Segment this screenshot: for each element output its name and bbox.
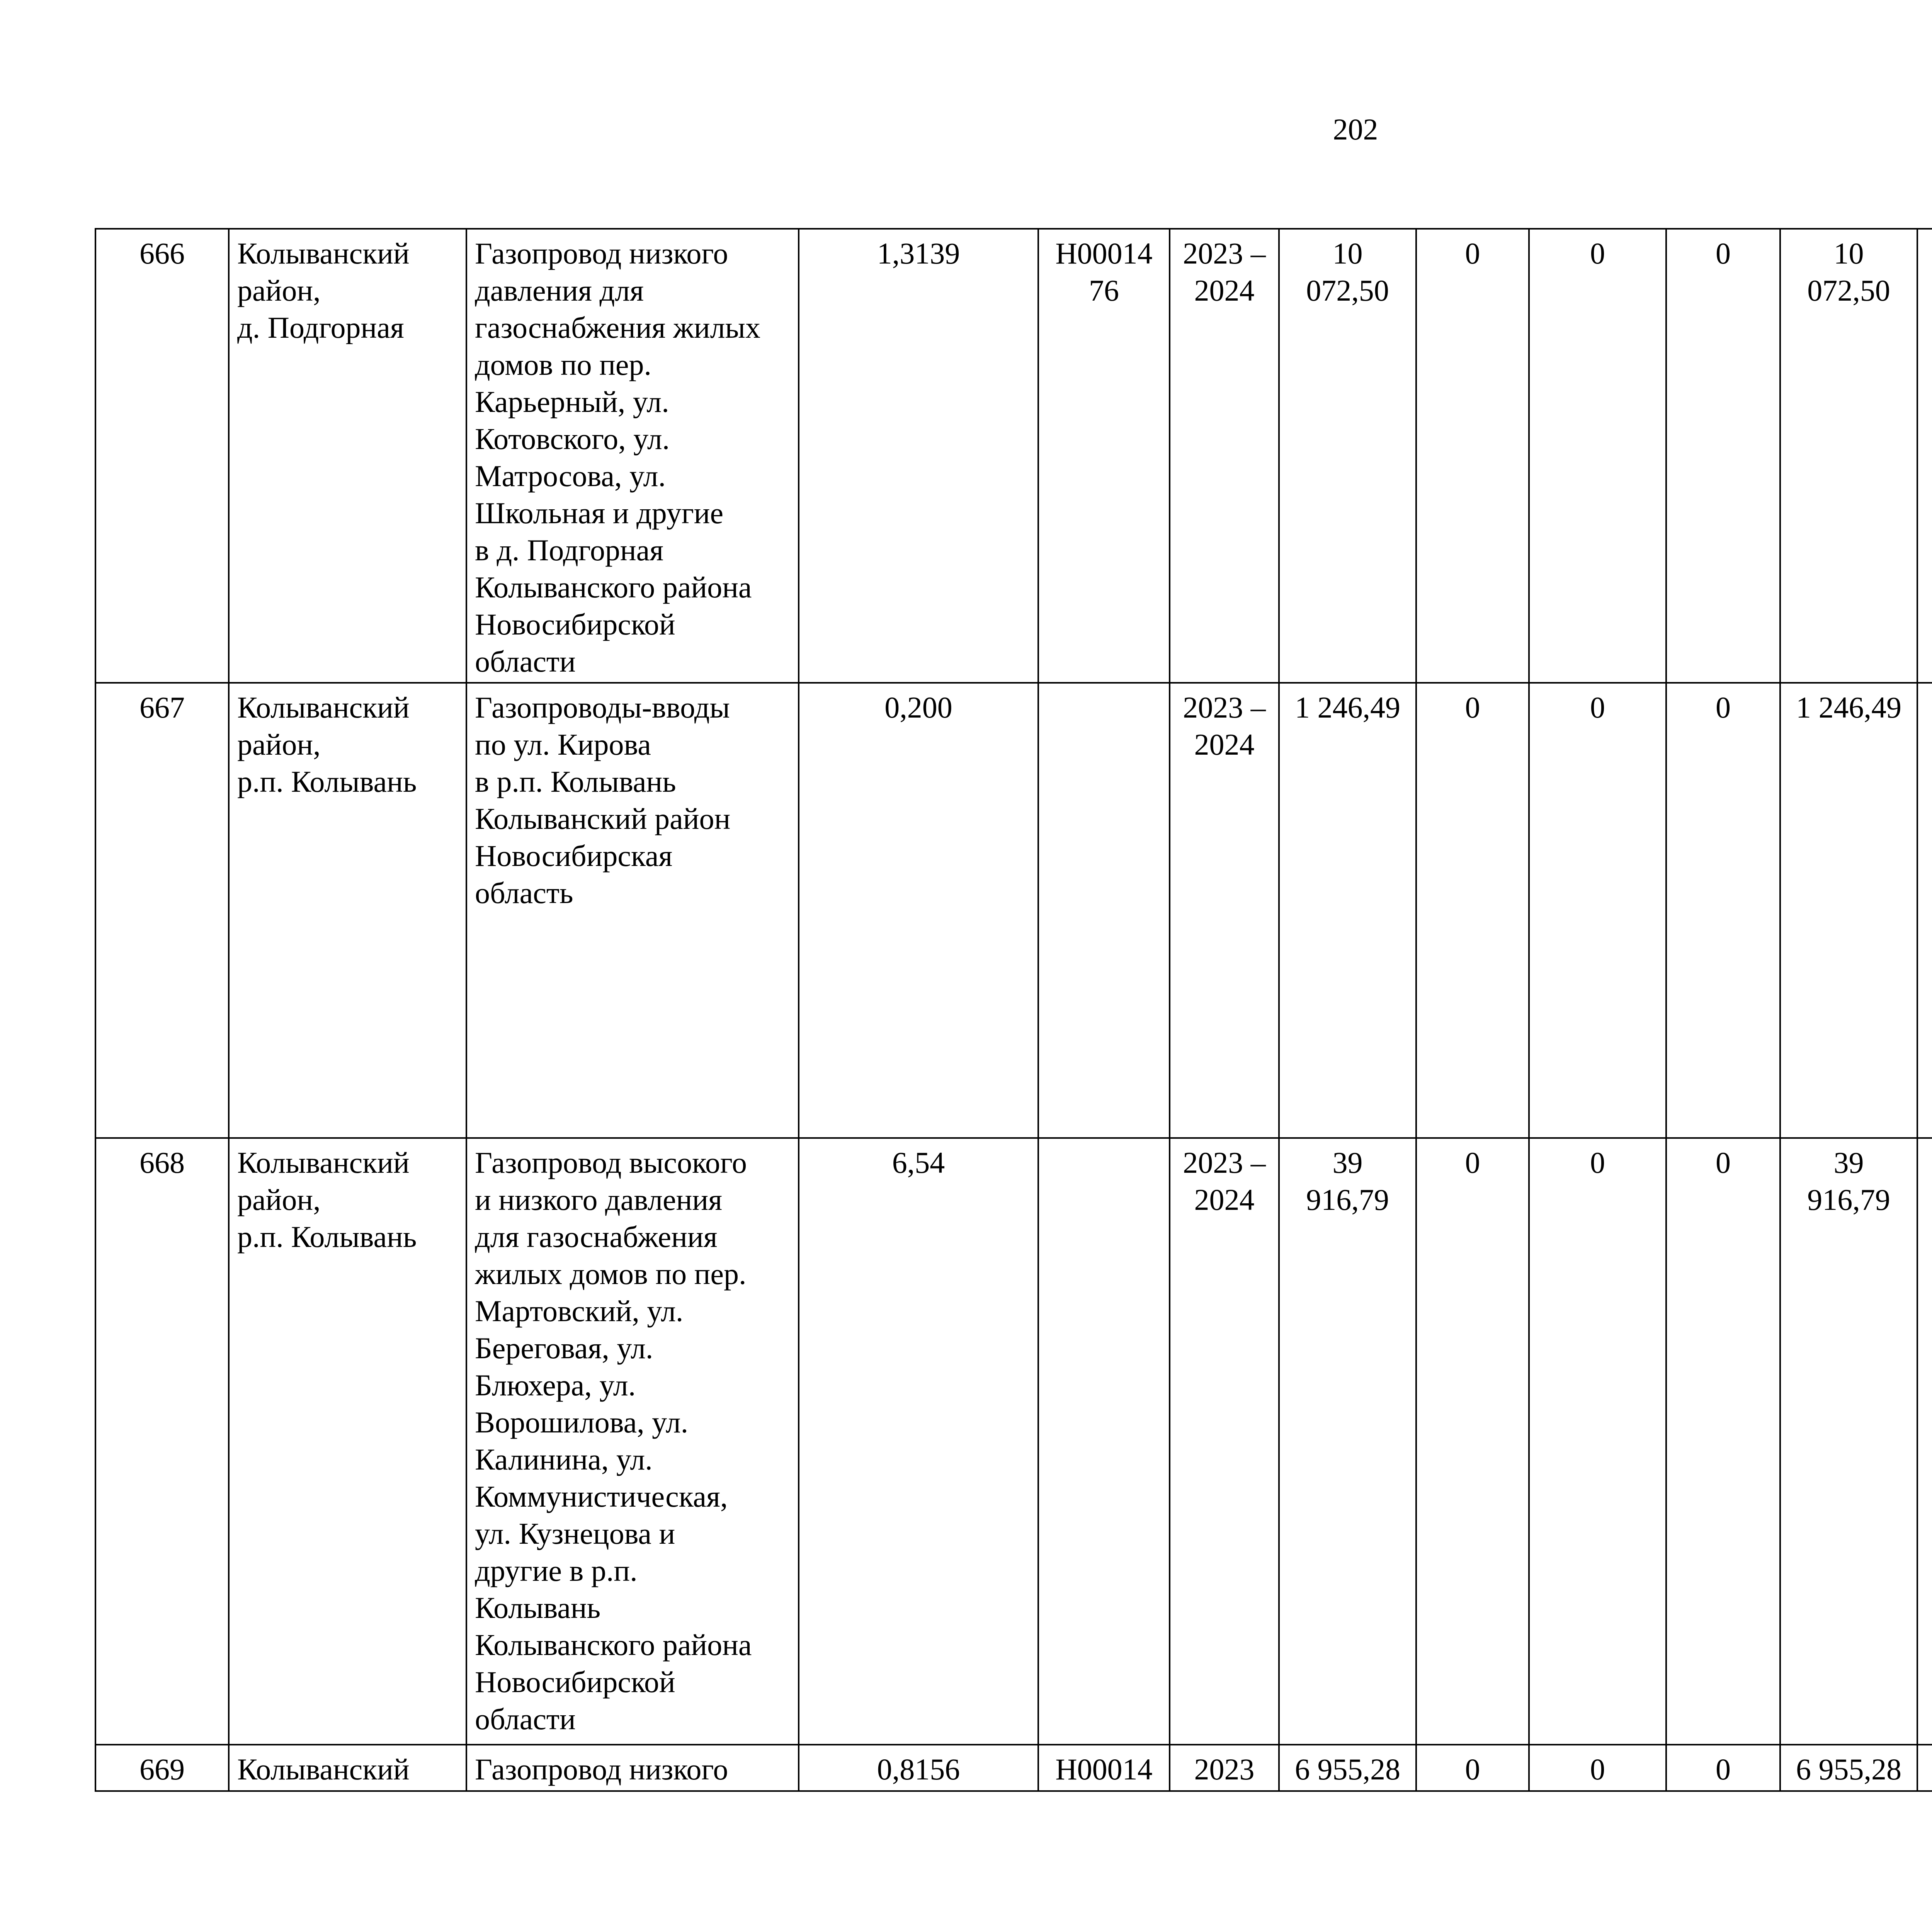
cell-length: 1,3139 <box>799 229 1038 683</box>
cell-period: 2023 – 2024 <box>1170 229 1279 683</box>
cell-period: 2023 <box>1170 1745 1279 1791</box>
cell-location: Колыванский район, д. Подгорная <box>229 229 466 683</box>
table-row <box>95 683 1932 1138</box>
cell-organization <box>1917 683 1932 1138</box>
cell-organization <box>1917 1138 1932 1745</box>
table-row <box>95 1138 1932 1745</box>
page-number: 202 <box>1333 112 1378 146</box>
cell-code <box>1038 1138 1170 1745</box>
cell-organization <box>1917 1745 1932 1791</box>
cell-description: Газопровод низкого <box>466 1745 799 1791</box>
cell-value-4: 10 072,50 <box>1780 229 1917 683</box>
cell-value-4: 1 246,49 <box>1780 683 1917 1138</box>
cell-description: Газопровод высокого и низкого давления для газоснабжения жилых домов по пер. Мартовский, ул. Береговая, ул. Блюхера, ул. Ворошилова, ул. Калинина, ул. Коммунистическая, ул. Кузнецова и другие в р.п. Колывань Колыванского района Новосибирской области <box>466 1138 799 1745</box>
cell-code: Н00014 76 <box>1038 229 1170 683</box>
gas-pipeline-table <box>95 228 1932 1792</box>
cell-length: 6,54 <box>799 1138 1038 1745</box>
cell-code: Н00014 <box>1038 1745 1170 1791</box>
cell-value-3: 0 <box>1666 229 1780 683</box>
cell-description: Газопровод низкого давления для газоснабжения жилых домов по пер. Карьерный, ул. Котовского, ул. Матросова, ул. Школьная и другие в д. Подгорная Колыванского района Новосибирской области <box>466 229 799 683</box>
table-row <box>95 1745 1932 1791</box>
cell-location: Колыванский <box>229 1745 466 1791</box>
cell-value-1: 0 <box>1416 1745 1529 1791</box>
cell-value-3: 0 <box>1666 1138 1780 1745</box>
cell-location: Колыванский район, р.п. Колывань <box>229 1138 466 1745</box>
cell-organization <box>1917 229 1932 683</box>
cell-number: 668 <box>95 1138 229 1745</box>
cell-value-2: 0 <box>1529 1138 1666 1745</box>
cell-number: 667 <box>95 683 229 1138</box>
cell-period: 2023 – 2024 <box>1170 1138 1279 1745</box>
cell-value-4: 6 955,28 <box>1780 1745 1917 1791</box>
cell-value-3: 0 <box>1666 683 1780 1138</box>
cell-number: 669 <box>95 1745 229 1791</box>
cell-value-1: 0 <box>1416 229 1529 683</box>
cell-location: Колыванский район, р.п. Колывань <box>229 683 466 1138</box>
cell-code <box>1038 683 1170 1138</box>
cell-period: 2023 – 2024 <box>1170 683 1279 1138</box>
cell-description: Газопроводы-вводы по ул. Кирова в р.п. Колывань Колыванский район Новосибирская область <box>466 683 799 1138</box>
cell-total: 10 072,50 <box>1279 229 1416 683</box>
cell-value-3: 0 <box>1666 1745 1780 1791</box>
cell-length: 0,200 <box>799 683 1038 1138</box>
cell-value-1: 0 <box>1416 683 1529 1138</box>
cell-total: 39 916,79 <box>1279 1138 1416 1745</box>
cell-length: 0,8156 <box>799 1745 1038 1791</box>
table-row <box>95 229 1932 683</box>
cell-value-4: 39 916,79 <box>1780 1138 1917 1745</box>
cell-value-2: 0 <box>1529 1745 1666 1791</box>
cell-total: 6 955,28 <box>1279 1745 1416 1791</box>
cell-value-2: 0 <box>1529 229 1666 683</box>
cell-value-1: 0 <box>1416 1138 1529 1745</box>
cell-total: 1 246,49 <box>1279 683 1416 1138</box>
cell-number: 666 <box>95 229 229 683</box>
cell-value-2: 0 <box>1529 683 1666 1138</box>
